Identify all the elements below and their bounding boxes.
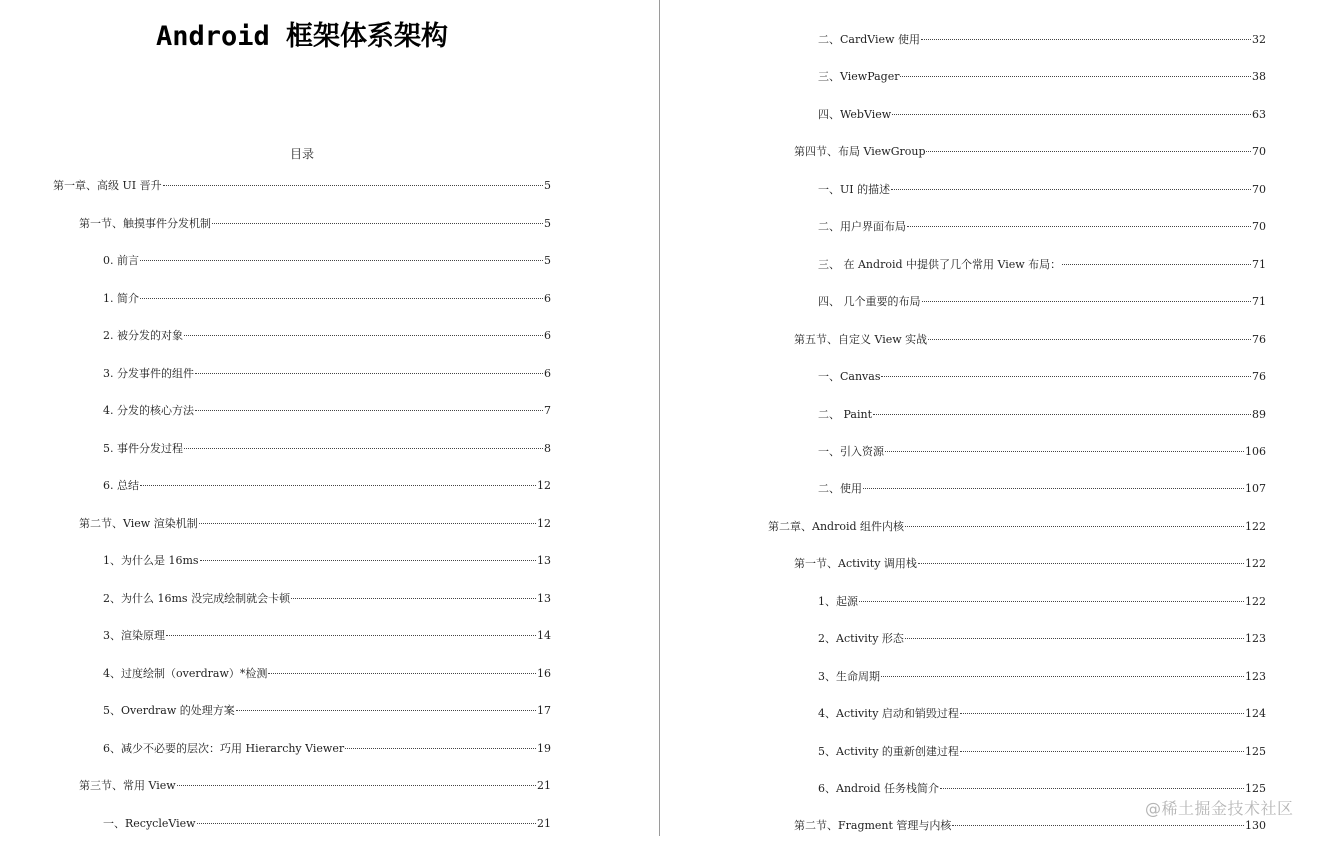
toc-entry-label: 1. 简介 [103, 291, 139, 305]
page-divider [659, 0, 660, 836]
dot-leader [291, 598, 536, 599]
toc-entry-page: 123 [1245, 669, 1266, 683]
toc-entry-label: 四、WebView [818, 107, 892, 121]
toc-entry[interactable] [103, 254, 551, 268]
toc-entry-page: 17 [537, 704, 551, 717]
dot-leader [184, 448, 543, 449]
toc-entry-label: 二、 Paint [818, 407, 872, 421]
toc-entry-page: 14 [537, 629, 551, 642]
toc-entry-label: 一、引入资源 [818, 444, 884, 458]
toc-entry-page: 32 [1252, 33, 1266, 46]
toc-entry[interactable] [818, 707, 1266, 721]
toc-entry-label: 第二节、Fragment 管理与内核 [794, 819, 952, 833]
toc-entry-label: 0. 前言 [103, 254, 139, 267]
toc-entry-label: 第一节、Activity 调用栈 [794, 557, 917, 571]
dot-leader [195, 410, 543, 411]
toc-entry-page: 19 [537, 741, 551, 755]
toc-entry[interactable] [103, 479, 551, 493]
dot-leader [140, 260, 543, 261]
dot-leader [905, 526, 1244, 527]
toc-entry[interactable] [818, 370, 1266, 384]
toc-entry[interactable] [103, 367, 551, 381]
toc-entry-page: 71 [1252, 295, 1266, 309]
toc-entry-label: 一、RecycleView [103, 816, 196, 830]
toc-entry-label: 3、渲染原理 [103, 629, 165, 642]
toc-entry-page: 7 [544, 404, 551, 417]
toc-entry[interactable] [103, 629, 551, 643]
toc-entry[interactable] [103, 817, 551, 831]
toc-entry-label: 第三节、常用 View [79, 779, 176, 792]
right-page [661, 0, 1330, 841]
dot-leader [140, 298, 543, 299]
dot-leader [163, 185, 543, 186]
toc-entry-label: 1、起源 [818, 594, 858, 608]
toc-entry[interactable] [79, 779, 551, 793]
dot-leader [873, 414, 1251, 415]
dot-leader [960, 751, 1244, 752]
toc-entry-label: 6. 总结 [103, 479, 139, 492]
toc-entry-page: 107 [1245, 482, 1266, 496]
toc-entry[interactable] [103, 742, 551, 756]
toc-entry-label: 4. 分发的核心方法 [103, 404, 194, 417]
dot-leader [907, 226, 1251, 227]
toc-entry-page: 5 [544, 254, 551, 267]
toc-entry-label: 2、Activity 形态 [818, 632, 904, 646]
dot-leader [345, 748, 536, 749]
toc-entry-label: 2、为什么 16ms 没完成绘制就会卡顿 [103, 591, 291, 605]
dot-leader [268, 673, 536, 674]
toc-entry[interactable] [103, 592, 551, 606]
toc-entry-label: 5. 事件分发过程 [103, 441, 183, 455]
toc-entry[interactable] [53, 179, 551, 193]
toc-entry-page: 13 [537, 554, 551, 567]
toc-entry-label: 一、Canvas [818, 370, 881, 384]
toc-entry[interactable] [103, 442, 551, 456]
dot-leader [166, 635, 536, 636]
toc-entry-label: 三、ViewPager [818, 70, 900, 84]
toc-entry-label: 二、CardView 使用 [818, 33, 920, 46]
dot-leader [184, 335, 543, 336]
dot-leader [928, 339, 1251, 340]
dot-leader [891, 189, 1251, 190]
toc-entry-page: 8 [544, 441, 551, 455]
dot-leader [921, 39, 1251, 40]
toc-entry-page: 6 [544, 329, 551, 342]
dot-leader [199, 523, 536, 524]
toc-entry-page: 12 [537, 516, 551, 530]
toc-entry[interactable] [794, 819, 1266, 833]
dot-leader [212, 223, 543, 224]
dot-leader [1062, 264, 1251, 265]
toc-entry[interactable] [818, 33, 1266, 47]
dot-leader [881, 376, 1251, 377]
toc-entry[interactable] [818, 183, 1266, 197]
toc-entry[interactable] [103, 329, 551, 343]
toc-entry-label: 6、Android 任务栈简介 [818, 782, 940, 795]
dot-leader [885, 451, 1244, 452]
toc-entry-page: 76 [1252, 370, 1266, 384]
dot-leader [881, 676, 1244, 677]
toc-entry[interactable] [818, 70, 1266, 84]
toc-entry-label: 二、用户界面布局 [818, 220, 906, 234]
toc-entry-page: 130 [1245, 819, 1266, 833]
toc-entry-page: 123 [1245, 632, 1266, 646]
toc-entry[interactable] [818, 295, 1266, 309]
toc-entry[interactable] [103, 667, 551, 681]
toc-entry-page: 122 [1245, 519, 1266, 533]
dot-leader [236, 710, 536, 711]
toc-entry-label: 3. 分发事件的组件 [103, 366, 194, 380]
dot-leader [863, 488, 1244, 489]
toc-entry-label: 第一节、触摸事件分发机制 [79, 216, 211, 230]
toc-entry[interactable] [103, 554, 551, 568]
toc-entry-label: 三、 在 Android 中提供了几个常用 View 布局： [818, 257, 1062, 271]
toc-heading: 目录 [289, 147, 314, 161]
toc-entry[interactable] [818, 258, 1266, 272]
toc-entry-label: 第一章、高级 UI 晋升 [53, 179, 162, 192]
toc-entry-page: 16 [537, 666, 551, 680]
dot-leader [940, 788, 1244, 789]
toc-entry-label: 1、为什么是 16ms [103, 554, 199, 567]
toc-entry-page: 5 [544, 179, 551, 192]
toc-entry-page: 6 [544, 291, 551, 305]
toc-entry-label: 二、使用 [818, 482, 862, 496]
dot-leader [900, 76, 1251, 77]
dot-leader [140, 485, 536, 486]
toc-entry-label: 第四节、布局 ViewGroup [794, 145, 926, 159]
toc-entry-page: 122 [1245, 557, 1266, 571]
toc-entry[interactable] [794, 333, 1266, 347]
toc-entry-page: 13 [537, 591, 551, 605]
toc-entry[interactable] [818, 745, 1266, 759]
dot-leader [177, 785, 536, 786]
toc-entry-page: 38 [1252, 70, 1266, 84]
dot-leader [197, 823, 536, 824]
toc-entry-page: 124 [1245, 707, 1266, 721]
toc-entry[interactable] [818, 408, 1266, 422]
dot-leader [952, 825, 1244, 826]
toc-entry[interactable] [103, 704, 551, 718]
left-page [0, 0, 659, 841]
toc-entry-label: 一、UI 的描述 [818, 182, 891, 196]
toc-entry[interactable] [818, 670, 1266, 684]
toc-entry-label: 第五节、自定义 View 实战 [794, 332, 928, 346]
toc-entry[interactable] [79, 517, 551, 531]
toc-entry-label: 5、Activity 的重新创建过程 [818, 744, 959, 758]
toc-entry-page: 125 [1245, 744, 1266, 758]
toc-entry-page: 70 [1252, 182, 1266, 196]
watermark: @稀土掘金技术社区 [1145, 799, 1294, 818]
toc-entry-page: 70 [1252, 220, 1266, 234]
toc-entry-page: 6 [544, 366, 551, 380]
toc-entry-page: 125 [1245, 782, 1266, 795]
dot-leader [200, 560, 536, 561]
toc-entry-label: 6、减少不必要的层次：巧用 Hierarchy Viewer [103, 741, 345, 755]
dot-leader [905, 638, 1244, 639]
toc-entry[interactable] [794, 557, 1266, 571]
toc-entry-label: 3、生命周期 [818, 669, 880, 683]
toc-entry-page: 122 [1245, 594, 1266, 608]
toc-entry-page: 106 [1245, 444, 1266, 458]
toc-entry[interactable] [103, 404, 551, 418]
document-title: Android 框架体系架构 [155, 21, 449, 52]
toc-entry-label: 2. 被分发的对象 [103, 329, 183, 342]
dot-leader [918, 563, 1244, 564]
dot-leader [892, 114, 1251, 115]
dot-leader [960, 713, 1244, 714]
toc-entry-page: 89 [1252, 407, 1266, 421]
toc-entry[interactable] [768, 520, 1266, 534]
dot-leader [926, 151, 1251, 152]
toc-entry[interactable] [818, 595, 1266, 609]
toc-entry[interactable] [79, 217, 551, 231]
toc-entry-page: 76 [1252, 332, 1266, 346]
toc-entry-label: 5、Overdraw 的处理方案 [103, 704, 235, 717]
toc-entry[interactable] [818, 445, 1266, 459]
dot-leader [195, 373, 543, 374]
toc-entry-page: 5 [544, 216, 551, 230]
toc-entry-page: 71 [1252, 257, 1266, 271]
toc-entry-label: 四、 几个重要的布局 [818, 295, 921, 309]
dot-leader [859, 601, 1244, 602]
toc-entry[interactable] [818, 220, 1266, 234]
toc-entry[interactable] [103, 292, 551, 306]
toc-entry[interactable] [818, 482, 1266, 496]
toc-entry[interactable] [794, 145, 1266, 159]
toc-entry-page: 21 [537, 816, 551, 830]
dot-leader [922, 301, 1252, 302]
toc-entry-label: 第二章、Android 组件内核 [768, 519, 905, 533]
toc-entry[interactable] [818, 108, 1266, 122]
toc-entry-page: 12 [537, 479, 551, 492]
toc-entry-label: 4、过度绘制（overdraw）*检测 [103, 666, 268, 680]
toc-entry-page: 63 [1252, 107, 1266, 121]
toc-entry-page: 21 [537, 779, 551, 792]
toc-entry[interactable] [818, 782, 1266, 796]
toc-entry-label: 4、Activity 启动和销毁过程 [818, 707, 959, 721]
toc-entry-page: 70 [1252, 145, 1266, 159]
toc-entry[interactable] [818, 632, 1266, 646]
toc-entry-label: 第二节、View 渲染机制 [79, 516, 198, 530]
